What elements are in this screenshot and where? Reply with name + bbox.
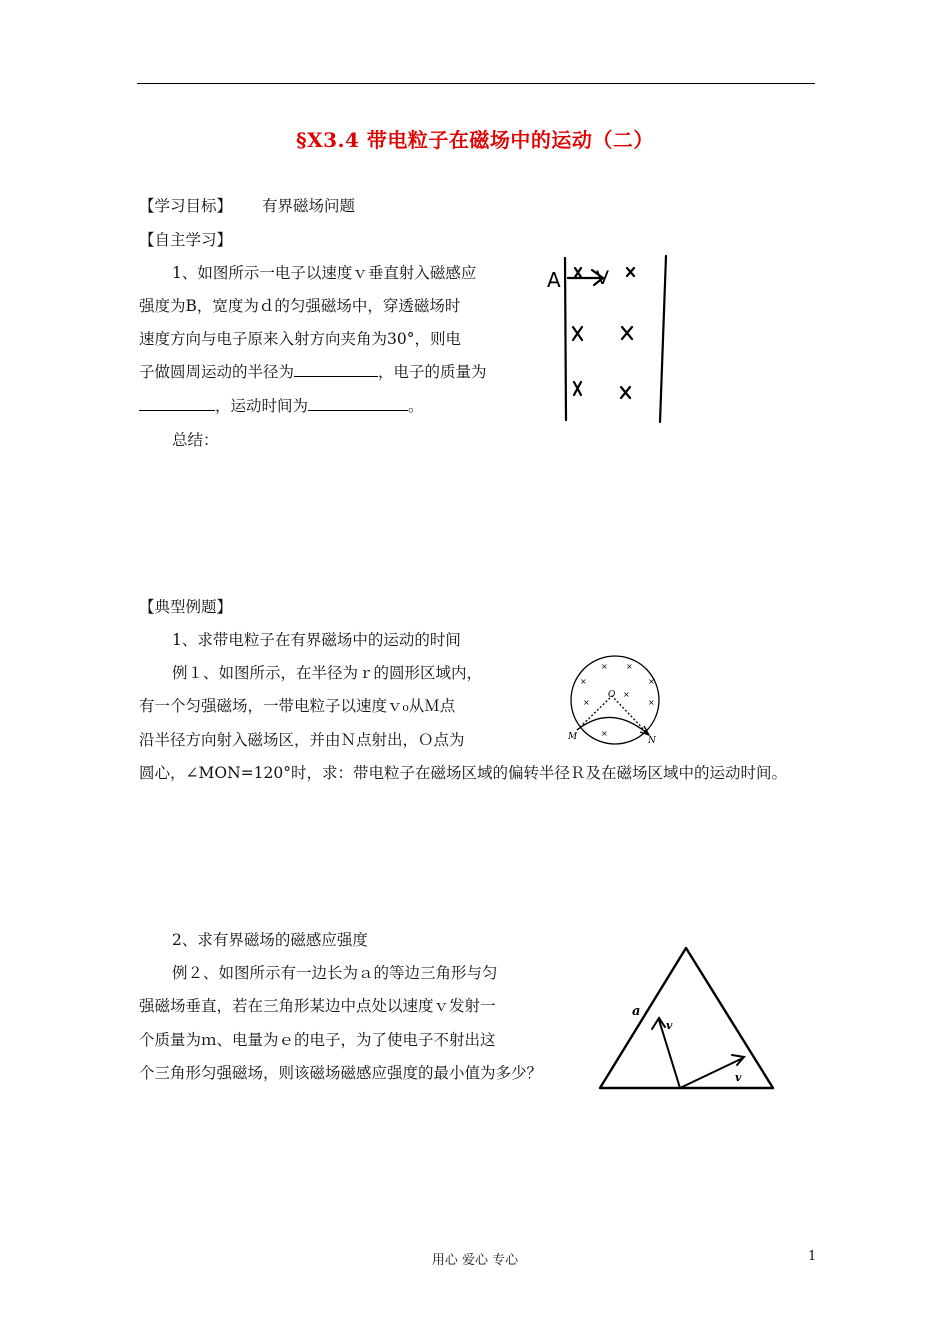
triangle-boundary <box>600 948 773 1088</box>
svg-text:×: × <box>583 698 590 707</box>
velocity-vector-2 <box>680 1058 743 1088</box>
q1-line5-b: 。 <box>408 397 424 415</box>
right-boundary-line <box>660 256 666 422</box>
figure-triangle-field <box>595 945 780 1095</box>
label-v1: v <box>666 1019 673 1032</box>
page-number: 1 <box>808 1249 817 1264</box>
q1-line5 <box>139 396 424 416</box>
summary-label: 总结： <box>172 431 219 449</box>
header-rule <box>137 83 815 84</box>
ex1-line3: 沿半径方向射入磁场区，并由Ｎ点射出，Ｏ点为 <box>139 731 465 749</box>
q1-line4 <box>139 362 487 382</box>
svg-text:×: × <box>648 698 655 707</box>
q1-line1: 1、如图所示一电子以速度ｖ垂直射入磁感应 <box>172 264 477 282</box>
footer-text: 用心 爱心 专心 <box>431 1253 519 1268</box>
svg-text:×: × <box>623 690 630 699</box>
ex1-line2: 有一个匀强磁场，一带电粒子以速度ｖ₀从Ｍ点 <box>139 697 456 715</box>
ex2-line4: 个三角形匀强磁场，则该磁场磁感应强度的最小值为多少？ <box>139 1064 543 1082</box>
velocity-arrowhead-1 <box>652 1018 665 1029</box>
svg-text:×: × <box>626 662 633 671</box>
sec1-heading: 1、求带电粒子在有界磁场中的运动的时间 <box>172 631 461 649</box>
q1-line3: 速度方向与电子原来入射方向夹角为30°，则电 <box>139 330 461 348</box>
sec2-heading: 2、求有界磁场的磁感应强度 <box>172 931 368 949</box>
svg-text:×: × <box>601 662 608 671</box>
svg-text:×: × <box>601 729 608 738</box>
q1-line5-a: ，运动时间为 <box>215 397 309 415</box>
objective-text: 有界磁场问题 <box>262 197 356 215</box>
figure-circular-field <box>565 655 665 750</box>
label-v2: v <box>735 1071 742 1084</box>
figure-magnetic-strip <box>540 250 680 430</box>
self-study-label: 【自主学习】 <box>139 231 233 249</box>
ex2-line3: 个质量为ｍ、电量为ｅ的电子，为了使电子不射出这 <box>139 1031 496 1049</box>
left-boundary-line <box>565 258 566 420</box>
svg-text:×: × <box>580 677 587 686</box>
label-a: A <box>547 268 561 292</box>
objective-label: 【学习目标】 <box>139 197 233 215</box>
radius-answer-blank[interactable] <box>294 362 378 377</box>
time-answer-blank[interactable] <box>308 396 408 411</box>
page-title: §X3.4 带电粒子在磁场中的运动（二） <box>296 128 654 152</box>
label-o: O <box>608 690 616 700</box>
examples-label: 【典型例题】 <box>139 598 233 616</box>
ex2-line1: 例２、如图所示有一边长为ａ的等边三角形与匀 <box>172 964 498 982</box>
label-a: a <box>632 1004 641 1019</box>
q1-line4-a: 子做圆周运动的半径为 <box>139 363 295 381</box>
label-v: V <box>596 267 609 289</box>
label-n: N <box>648 736 656 746</box>
ex1-line4: 圆心，∠MON=120°时，求：带电粒子在磁场区域的偏转半径Ｒ及在磁场区域中的运动时间。 <box>139 764 787 782</box>
ex2-line2: 强磁场垂直，若在三角形某边中点处以速度ｖ发射一 <box>139 997 496 1015</box>
mass-answer-blank[interactable] <box>139 396 215 411</box>
label-m: M <box>568 732 578 742</box>
particle-trajectory <box>577 717 648 734</box>
q1-line2: 强度为B，宽度为ｄ的匀强磁场中，穿透磁场时 <box>139 297 461 315</box>
q1-line4-b: ，电子的质量为 <box>378 363 487 381</box>
svg-text:×: × <box>648 677 655 686</box>
ex1-line1: 例１、如图所示，在半径为ｒ的圆形区域内， <box>172 664 483 682</box>
